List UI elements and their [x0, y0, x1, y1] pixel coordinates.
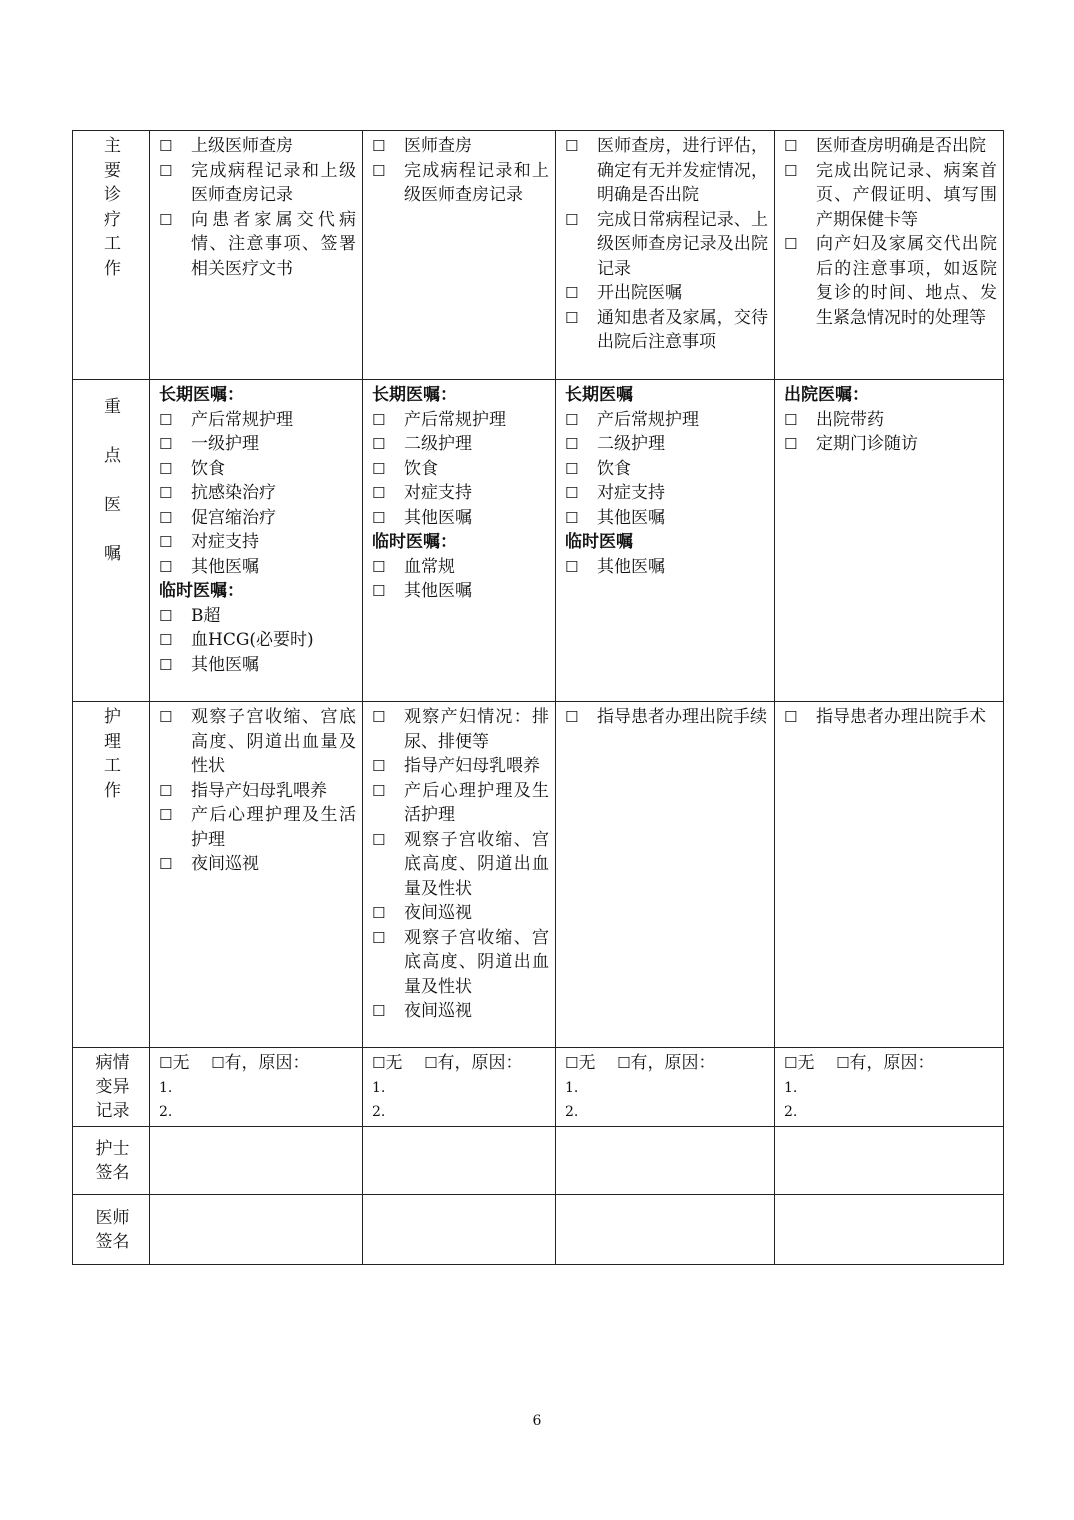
checkbox[interactable]: ☐ [784, 435, 798, 453]
checklist [159, 705, 356, 877]
variance-item-1: 1. [565, 1079, 579, 1096]
checklist-item-label: 产后常规护理 [404, 409, 506, 430]
checklist-item-label: 产后心理护理及生活护理 [404, 780, 549, 825]
checkbox[interactable]: ☐ [159, 806, 173, 824]
checklist-item-label: 观察子宫收缩、宫底高度、阴道出血量及性状 [404, 829, 549, 899]
checklist [372, 555, 549, 604]
checklist-item-label: 抗感染治疗 [191, 483, 276, 503]
checklist-item [372, 159, 549, 208]
checklist [565, 555, 768, 580]
checkbox[interactable]: ☐ [159, 1054, 173, 1072]
checkbox[interactable]: ☐ [565, 484, 579, 502]
checklist [565, 134, 768, 355]
checklist-item [159, 506, 356, 531]
signature-field[interactable] [150, 1126, 363, 1194]
checklist-item-label: 夜间巡视 [404, 1001, 472, 1021]
checklist-item-label: 血常规 [404, 556, 455, 577]
checklist-item [372, 828, 549, 902]
checkbox[interactable]: ☐ [159, 484, 173, 502]
checklist-item [159, 530, 356, 555]
checkbox[interactable]: ☐ [372, 928, 386, 947]
checklist-item [784, 408, 997, 433]
checklist-item [159, 555, 356, 580]
section-heading: 长期医嘱： [159, 385, 244, 405]
checklist-item [784, 232, 997, 330]
nursing-cell [556, 702, 775, 1048]
checklist-item-label: 医师查房明确是否出院 [816, 136, 986, 156]
checklist [159, 408, 356, 580]
checkbox[interactable]: ☐ [372, 781, 386, 800]
checkbox[interactable]: ☐ [784, 1054, 798, 1072]
checkbox[interactable]: ☐ [159, 606, 173, 625]
section-heading: 临时医嘱： [372, 532, 457, 552]
checklist-item [565, 306, 768, 355]
checkbox[interactable]: ☐ [372, 830, 386, 849]
checklist-item [159, 408, 356, 433]
variance-item-2: 2. [565, 1103, 579, 1120]
checklist-item [565, 481, 768, 506]
checkbox[interactable]: ☐ [617, 1054, 631, 1072]
signature-field[interactable] [150, 1194, 363, 1264]
checkbox[interactable]: ☐ [565, 137, 579, 155]
checklist-item-label: 产后常规护理 [191, 409, 293, 430]
checklist-item [372, 432, 549, 457]
checklist-item [159, 803, 356, 852]
row-label-orders: 重点医嘱 [73, 380, 150, 702]
checklist [159, 134, 356, 281]
checklist-item-label: 二级护理 [404, 434, 472, 454]
nursing-cell [775, 702, 1004, 1048]
checklist-item [372, 779, 549, 828]
diagnosis-cell [150, 131, 363, 380]
checklist-item [565, 134, 768, 208]
checklist-item-label: 医师查房，进行评估，确定有无并发症情况，明确是否出院 [597, 136, 768, 205]
checklist-item-label: 观察子宫收缩、宫底高度、阴道出血量及性状 [404, 927, 549, 997]
checklist-item-label: 向患者家属交代病情、注意事项、签署相关医疗文书 [191, 209, 356, 279]
checkbox[interactable]: ☐ [372, 708, 386, 726]
checklist-item-label: 饮食 [404, 458, 438, 479]
checkbox[interactable]: ☐ [372, 1054, 386, 1072]
variance-yes-label: 有，原因： [437, 1053, 523, 1073]
checklist-item [784, 159, 997, 233]
checkbox[interactable]: ☐ [372, 137, 386, 155]
checkbox[interactable]: ☐ [372, 459, 386, 478]
checkbox[interactable]: ☐ [424, 1054, 438, 1072]
checklist [565, 705, 768, 730]
checklist-item-label: 促宫缩治疗 [191, 507, 276, 528]
variance-yes-label: 有，原因： [224, 1053, 310, 1073]
diagnosis-cell [775, 131, 1004, 380]
checklist-item-label: B超 [191, 605, 221, 626]
row-label-nurse-sign: 护士签名 [73, 1126, 150, 1194]
nursing-cell [363, 702, 556, 1048]
checklist [784, 134, 997, 330]
checkbox[interactable]: ☐ [565, 308, 579, 327]
checklist-item [159, 653, 356, 678]
checkbox[interactable]: ☐ [565, 557, 579, 576]
checklist [784, 408, 997, 457]
checkbox[interactable]: ☐ [159, 459, 173, 478]
checklist [565, 408, 768, 531]
checklist-item-label: 出院带药 [816, 409, 884, 430]
variance-item-2: 2. [784, 1103, 798, 1120]
checklist-item [159, 457, 356, 482]
checklist-item-label: 上级医师查房 [191, 136, 293, 156]
checklist-item-label: 对症支持 [597, 483, 665, 503]
checklist [372, 705, 549, 1024]
checkbox[interactable]: ☐ [565, 708, 579, 726]
section-heading: 临时医嘱 [565, 532, 633, 552]
checklist-item-label: 指导产妇母乳喂养 [404, 756, 540, 776]
checklist-item [159, 628, 356, 653]
checkbox[interactable]: ☐ [784, 161, 798, 180]
checkbox[interactable]: ☐ [784, 137, 798, 155]
checklist-item [784, 432, 997, 457]
checklist-item-label: 血HCG(必要时) [191, 630, 314, 650]
checkbox[interactable]: ☐ [565, 459, 579, 478]
checklist [159, 604, 356, 678]
checklist-item [372, 134, 549, 159]
checklist-item [784, 705, 997, 730]
checklist [372, 134, 549, 208]
doctor-sign-row [73, 1194, 1004, 1264]
checklist-item-label: 对症支持 [191, 532, 259, 552]
checklist-item-label: 对症支持 [404, 483, 472, 503]
variance-none-label: 无 [385, 1053, 403, 1073]
section-heading: 长期医嘱 [565, 385, 633, 405]
checklist-item [159, 481, 356, 506]
variance-cell [556, 1048, 775, 1127]
variance-cell [150, 1048, 363, 1127]
variance-choice [565, 1051, 768, 1076]
checklist-item [565, 208, 768, 282]
checklist-item [372, 926, 549, 1000]
checklist-item-label: 完成病程记录和上级医师查房记录 [191, 160, 356, 205]
checklist-item-label: 观察子宫收缩、宫底高度、阴道出血量及性状 [191, 707, 356, 776]
checklist-item [159, 852, 356, 877]
orders-cell [775, 380, 1004, 702]
checklist-item [159, 159, 356, 208]
checklist-item-label: 一级护理 [191, 434, 259, 454]
checklist-item [372, 579, 549, 604]
checklist-item-label: 指导患者办理出院手续 [597, 707, 767, 727]
checkbox[interactable]: ☐ [211, 1054, 225, 1072]
page-number: 6 [532, 1413, 542, 1429]
checklist-item [372, 705, 549, 754]
checklist-item-label: 产后心理护理及生活护理 [191, 805, 356, 850]
checklist-item-label: 完成出院记录、病案首页、产假证明、填写围产期保健卡等 [816, 160, 997, 230]
checklist-item-label: 其他医嘱 [191, 556, 259, 577]
checkbox[interactable]: ☐ [372, 410, 386, 429]
checklist-item [565, 281, 768, 306]
checklist-item [159, 604, 356, 629]
section-heading: 临时医嘱： [159, 581, 244, 601]
checklist-item-label: 通知患者及家属，交待出院后注意事项 [597, 307, 768, 352]
checklist-item-label: 夜间巡视 [191, 854, 259, 874]
orders-cell [363, 380, 556, 702]
checkbox[interactable]: ☐ [372, 484, 386, 502]
checklist-item [565, 432, 768, 457]
orders-row [73, 380, 1004, 702]
checkbox[interactable]: ☐ [159, 655, 173, 674]
checklist-item [565, 705, 768, 730]
checklist-item [159, 779, 356, 804]
checklist-item [372, 754, 549, 779]
checklist-item [159, 208, 356, 282]
variance-yes-label: 有，原因： [849, 1053, 935, 1073]
checkbox[interactable]: ☐ [159, 210, 173, 229]
checklist-item [159, 134, 356, 159]
section-heading: 长期医嘱： [372, 385, 457, 405]
signature-field[interactable] [556, 1126, 775, 1194]
variance-choice [159, 1051, 356, 1076]
variance-none-label: 无 [578, 1053, 596, 1073]
variance-yes-label: 有，原因： [630, 1053, 716, 1073]
checkbox[interactable]: ☐ [159, 435, 173, 453]
checkbox[interactable]: ☐ [372, 435, 386, 453]
checkbox[interactable]: ☐ [565, 1054, 579, 1072]
variance-item-1: 1. [372, 1079, 386, 1096]
checkbox[interactable]: ☐ [565, 210, 579, 229]
checklist-item [565, 457, 768, 482]
checkbox[interactable]: ☐ [159, 631, 173, 649]
checklist-item-label: 完成病程记录和上级医师查房记录 [404, 160, 549, 205]
checklist-item-label: 其他医嘱 [191, 654, 259, 675]
variance-item-1: 1. [784, 1079, 798, 1096]
checkbox[interactable]: ☐ [372, 557, 386, 576]
nurse-sign-row [73, 1126, 1004, 1194]
diagnosis-cell [556, 131, 775, 380]
orders-cell [150, 380, 363, 702]
checklist-item-label: 其他医嘱 [404, 581, 472, 601]
variance-row [73, 1048, 1004, 1127]
checkbox[interactable]: ☐ [372, 904, 386, 922]
clinical-pathway-table [72, 130, 1004, 1265]
checklist-item [159, 432, 356, 457]
checklist-item-label: 产后常规护理 [597, 409, 699, 430]
checkbox[interactable]: ☐ [159, 557, 173, 576]
checkbox[interactable]: ☐ [565, 284, 579, 302]
variance-item-2: 2. [159, 1103, 173, 1120]
checklist-item-label: 向产妇及家属交代出院后的注意事项，如返院复诊的时间、地点、发生紧急情况时的处理等 [816, 234, 997, 328]
checkbox[interactable]: ☐ [372, 161, 386, 180]
diagnosis-cell [363, 131, 556, 380]
signature-field[interactable] [556, 1194, 775, 1264]
variance-choice [372, 1051, 549, 1076]
orders-cell [556, 380, 775, 702]
checklist-item-label: 医师查房 [404, 136, 472, 156]
nursing-cell [150, 702, 363, 1048]
checklist-item-label: 指导患者办理出院手术 [816, 707, 986, 727]
variance-item-1: 1. [159, 1079, 173, 1096]
checklist-item [784, 134, 997, 159]
checklist-item [565, 506, 768, 531]
signature-field[interactable] [775, 1194, 1004, 1264]
checklist-item-label: 定期门诊随访 [816, 434, 918, 454]
row-label-variance: 病情变异记录 [73, 1048, 150, 1127]
checklist-item [159, 705, 356, 779]
diagnosis-row [73, 131, 1004, 380]
signature-field[interactable] [363, 1194, 556, 1264]
signature-field[interactable] [363, 1126, 556, 1194]
checkbox[interactable]: ☐ [784, 708, 798, 726]
checklist-item-label: 二级护理 [597, 434, 665, 454]
checklist-item-label: 其他医嘱 [404, 507, 472, 528]
checklist-item-label: 其他医嘱 [597, 556, 665, 577]
checkbox[interactable]: ☐ [159, 410, 173, 429]
row-label-nursing: 护理工作 [73, 702, 150, 1048]
checkbox[interactable]: ☐ [159, 781, 173, 800]
checkbox[interactable]: ☐ [372, 508, 386, 527]
checklist [372, 408, 549, 531]
checkbox[interactable]: ☐ [159, 855, 173, 873]
checklist-item [565, 408, 768, 433]
checklist-item [372, 901, 549, 926]
checkbox[interactable]: ☐ [159, 708, 173, 726]
checklist-item [372, 408, 549, 433]
checklist-item [372, 457, 549, 482]
checklist-item-label: 饮食 [597, 458, 631, 479]
checkbox[interactable]: ☐ [159, 161, 173, 180]
checkbox[interactable]: ☐ [784, 410, 798, 429]
section-heading: 出院医嘱： [784, 385, 869, 405]
variance-none-label: 无 [797, 1053, 815, 1073]
variance-item-2: 2. [372, 1103, 386, 1120]
row-label-diagnosis: 主要诊疗工作 [73, 131, 150, 380]
checkbox[interactable]: ☐ [372, 582, 386, 600]
checkbox[interactable]: ☐ [784, 235, 798, 253]
variance-cell [363, 1048, 556, 1127]
checklist-item-label: 完成日常病程记录、上级医师查房记录及出院记录 [597, 209, 768, 279]
checklist-item [372, 506, 549, 531]
checklist-item-label: 夜间巡视 [404, 903, 472, 923]
checklist-item-label: 开出院医嘱 [597, 283, 682, 303]
variance-cell [775, 1048, 1004, 1127]
checkbox[interactable]: ☐ [372, 757, 386, 775]
checklist-item [565, 555, 768, 580]
checkbox[interactable]: ☐ [159, 533, 173, 551]
checkbox[interactable]: ☐ [159, 508, 173, 527]
nursing-row [73, 702, 1004, 1048]
checklist-item-label: 其他医嘱 [597, 507, 665, 528]
row-label-doctor-sign: 医师签名 [73, 1194, 150, 1264]
variance-choice [784, 1051, 997, 1076]
checkbox[interactable]: ☐ [565, 508, 579, 527]
checkbox[interactable]: ☐ [836, 1054, 850, 1072]
checklist-item [372, 999, 549, 1024]
signature-field[interactable] [775, 1126, 1004, 1194]
checklist [784, 705, 997, 730]
checkbox[interactable]: ☐ [159, 137, 173, 155]
checkbox[interactable]: ☐ [565, 410, 579, 429]
checklist-item [372, 481, 549, 506]
checklist-item-label: 指导产妇母乳喂养 [191, 780, 327, 801]
checklist-item-label: 饮食 [191, 458, 225, 479]
checklist-item-label: 观察产妇情况：排尿、排便等 [404, 707, 549, 752]
checkbox[interactable]: ☐ [372, 1002, 386, 1020]
variance-none-label: 无 [172, 1053, 190, 1073]
checklist-item [372, 555, 549, 580]
checkbox[interactable]: ☐ [565, 435, 579, 453]
